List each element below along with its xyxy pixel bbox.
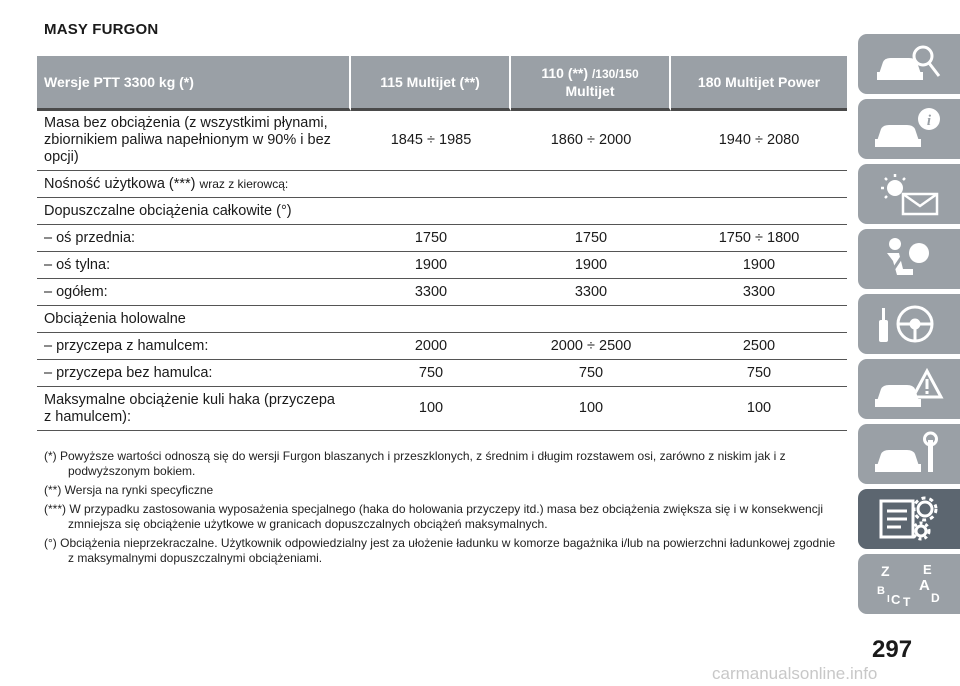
footnote: (***) W przypadku zastosowania wyposażenia specjalnego (haka do holowania przyczepy itd.) masa bez obciążenia zwiększa się i w konsekwencji zmniejsza się obciążenie użytkowe w granicach dopuszczalnych obciążeń maksymalnych. [44, 502, 824, 531]
tab-car-info[interactable] [858, 99, 960, 159]
airbag-seat-icon [873, 235, 945, 283]
cell-value: 100 [351, 387, 511, 431]
cell-value: 1750 ÷ 1800 [671, 225, 847, 252]
tab-breakdown[interactable] [858, 359, 960, 419]
cell-value: 2000 ÷ 2500 [511, 333, 671, 360]
cell-value [351, 198, 511, 225]
table-row [37, 333, 847, 360]
header-version: Wersje PTT 3300 kg (*) [37, 56, 351, 111]
specs-gear-icon [873, 495, 945, 543]
car-breakdown-icon [873, 365, 945, 413]
watermark: carmanualsonline.info [712, 664, 878, 683]
cell-value: 1860 ÷ 2000 [511, 111, 671, 171]
cell-value [351, 306, 511, 333]
cell-value: 1900 [511, 252, 671, 279]
table-row [37, 198, 847, 225]
header-180-multijet-power: 180 Multijet Power [671, 56, 847, 111]
tab-index[interactable] [858, 554, 960, 614]
cell-value: 1940 ÷ 2080 [671, 111, 847, 171]
row-label-note: wraz z kierowcą: [199, 176, 289, 191]
row-label: Masa bez obciążenia (z wszystkimi płynami, zbiornikiem paliwa napełnionym w 90% i bez opcji) [37, 111, 351, 171]
cell-value [511, 198, 671, 225]
cell-value: 1900 [671, 252, 847, 279]
page-number: 297 [872, 636, 913, 663]
warning-light-mail-icon [873, 170, 945, 218]
row-label: – ogółem: [37, 279, 351, 306]
header-130-150-label: /130/150 [591, 66, 639, 81]
row-label: Dopuszczalne obciążenia całkowite (°) [37, 198, 351, 225]
tab-specifications[interactable] [858, 489, 960, 549]
index-letter: D [931, 591, 940, 605]
index-letter: C [891, 592, 901, 607]
table-row [37, 171, 847, 198]
table-row [37, 252, 847, 279]
cell-value [671, 198, 847, 225]
index-letter: T [903, 595, 911, 608]
cell-value: 750 [671, 360, 847, 387]
tab-maintenance[interactable] [858, 424, 960, 484]
svg-text:i: i [926, 113, 932, 129]
row-label: – przyczepa bez hamulca: [37, 360, 351, 387]
cell-value: 750 [511, 360, 671, 387]
header-multijet-label: Multijet [565, 82, 615, 99]
cell-value [511, 306, 671, 333]
tab-steering[interactable] [858, 294, 960, 354]
row-label: Maksymalne obciążenie kuli haka (przyczepa z hamulcem): [37, 387, 351, 431]
row-label [37, 171, 351, 198]
row-label: – oś tylna: [37, 252, 351, 279]
header-110-label: 110 (**) [541, 64, 589, 81]
steering-wheel-icon [873, 300, 945, 348]
cell-value: 750 [351, 360, 511, 387]
footnote: (*) Powyższe wartości odnoszą się do wersji Furgon blaszanych i przeszklonych, z średnim i długim rozstawem osi, zarówno z niskim jak i z podwyższonym bokiem. [44, 449, 786, 478]
cell-value: 1900 [351, 252, 511, 279]
footnote: (**) Wersja na rynki specyficzne [44, 483, 214, 497]
cell-value [511, 171, 671, 198]
cell-value: 2500 [671, 333, 847, 360]
cell-value [671, 171, 847, 198]
footnotes [44, 449, 844, 570]
footnote: (°) Obciążenia nieprzekraczalne. Użytkownik odpowiedzialny jest za ułożenie ładunku w komorze bagażnika i/lub na powierzchni ładunkowej zgodnie z maksymalnymi dopuszczalnymi obciążeniami. [44, 536, 836, 565]
cell-value: 1845 ÷ 1985 [351, 111, 511, 171]
cell-value: 1750 [511, 225, 671, 252]
weights-table [37, 56, 847, 431]
car-search-icon [873, 40, 945, 88]
cell-value: 2000 [351, 333, 511, 360]
alphabet-index-icon [873, 560, 945, 608]
row-label: – przyczepa z hamulcem: [37, 333, 351, 360]
tab-car-search[interactable] [858, 34, 960, 94]
row-label: Obciążenia holowalne [37, 306, 351, 333]
index-letter: Z [881, 563, 890, 579]
table-row [37, 111, 847, 171]
header-110-130-150-multijet [511, 56, 671, 111]
table-row [37, 387, 847, 431]
chapter-tabs [858, 34, 960, 619]
index-letter: A [919, 577, 930, 594]
table-row [37, 225, 847, 252]
row-label-main: Nośność użytkowa (***) [44, 175, 196, 192]
section-title: MASY FURGON [44, 21, 159, 38]
cell-value: 3300 [351, 279, 511, 306]
row-label: – oś przednia: [37, 225, 351, 252]
table-header-row [37, 56, 847, 111]
cell-value: 100 [671, 387, 847, 431]
tab-warning-lights[interactable] [858, 164, 960, 224]
table-row [37, 279, 847, 306]
cell-value: 100 [511, 387, 671, 431]
car-wrench-icon [873, 430, 945, 478]
cell-value: 1750 [351, 225, 511, 252]
table-row [37, 306, 847, 333]
table-row [37, 360, 847, 387]
cell-value: 3300 [511, 279, 671, 306]
header-115-multijet: 115 Multijet (**) [351, 56, 511, 111]
index-letter: I [887, 594, 890, 605]
index-letter: E [923, 562, 932, 577]
cell-value: 3300 [671, 279, 847, 306]
index-letter: B [877, 585, 885, 597]
car-info-icon [873, 105, 945, 153]
cell-value [671, 306, 847, 333]
tab-airbag[interactable] [858, 229, 960, 289]
cell-value [351, 171, 511, 198]
